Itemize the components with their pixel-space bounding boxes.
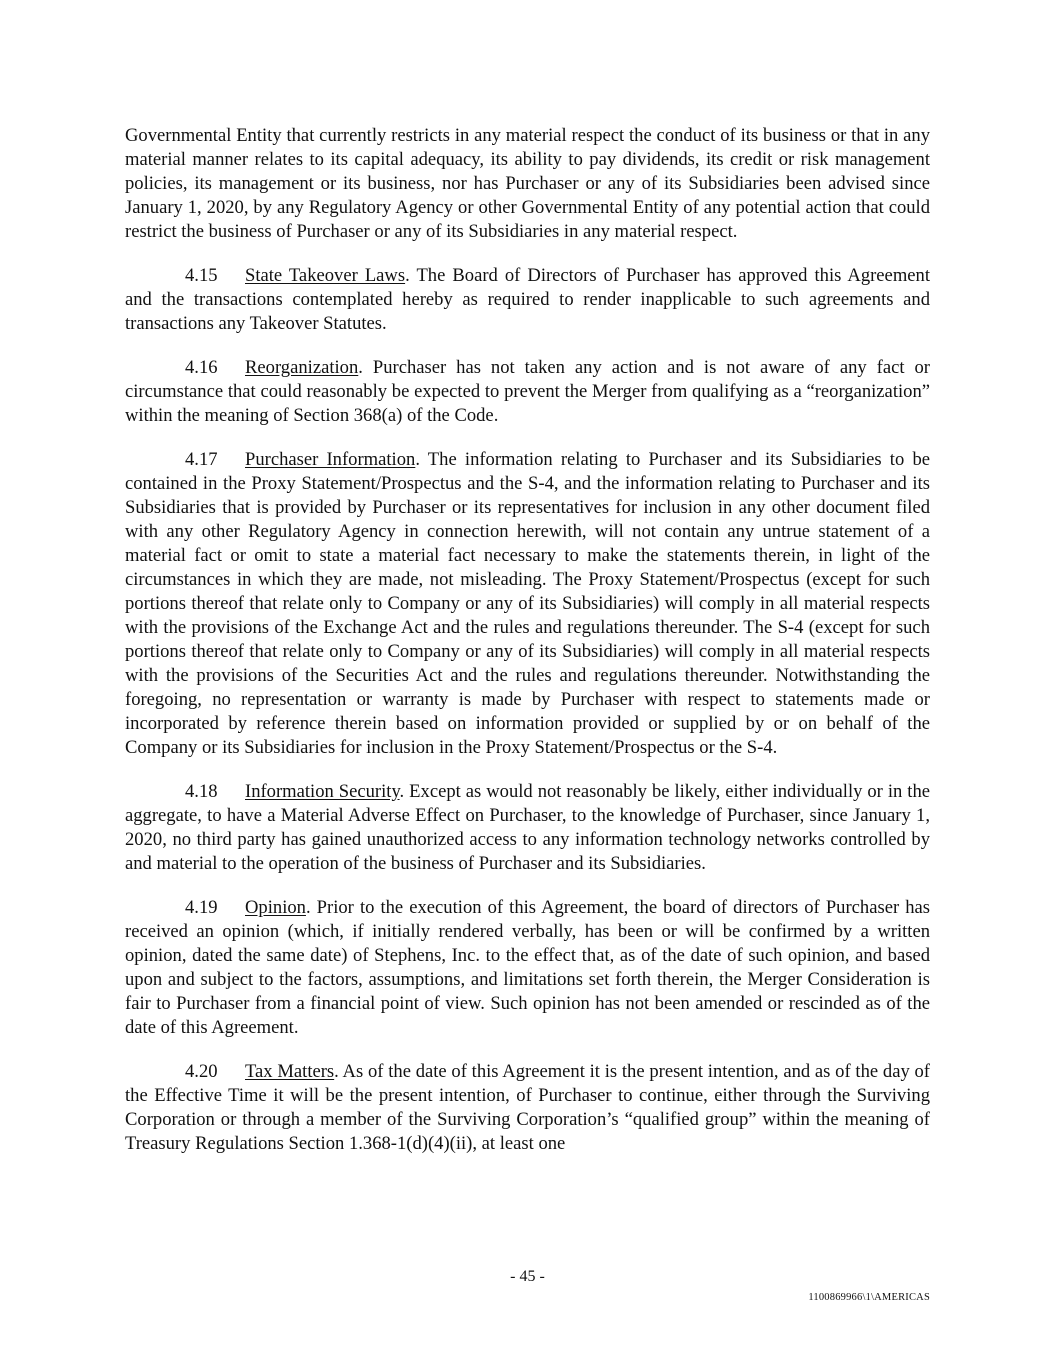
- document-id: 1100869966\1\AMERICAS: [808, 1292, 930, 1303]
- section-body: Prior to the execution of this Agreement, the board of directors of Purchaser has received an opinion (which, if initially rendered verbally, has been or will be confirmed by a written opinion, dated the same date) of Stephens, Inc. to the effect that, as of the date of such opinion, and based upon and subject to the factors, assumptions, and limitations set forth therein, the Merger Consideration is fair to Purchaser from a financial point of view. Such opinion has not been amended or rescinded as of the date of this Agreement.: [125, 897, 930, 1038]
- section-title: Purchaser Information: [245, 449, 416, 470]
- section-body: Purchaser has not taken any action and is not aware of any fact or circumstance that could reasonably be expected to prevent the Merger from qualifying as a “reorganization” within the meaning of Section 368(a) of the Code.: [125, 357, 930, 426]
- section-4-18: 4.18 Information Security. Except as would not reasonably be likely, either individually or in the aggregate, to have a Material Adverse Effect on Purchaser, to the knowledge of Purchaser, since January 1, 2020, no third party has gained unauthorized access to any information technology networks controlled by and material to the operation of the business of Purchaser and its Subsidiaries.: [125, 781, 930, 874]
- section-title: Information Security: [245, 781, 400, 802]
- section-body: Except as would not reasonably be likely, either individually or in the aggregate, to have a Material Adverse Effect on Purchaser, to the knowledge of Purchaser, since January 1, 2020, no third party has gained unauthorized access to any information technology networks controlled by and material to the operation of the business of Purchaser and its Subsidiaries.: [125, 781, 930, 874]
- section-body: As of the date of this Agreement it is the present intention, and as of the day of the Effective Time it will be the present intention, of Purchaser to continue, either through the Surviving Corporation or through a member of the Surviving Corporation’s “qualified group” within the meaning of Treasury Regulations Section 1.368-1(d)(4)(ii), at least one: [125, 1061, 930, 1154]
- section-number: 4.16: [185, 357, 218, 378]
- section-title: Reorganization: [245, 357, 359, 378]
- section-title: Tax Matters: [245, 1061, 335, 1082]
- section-4-19: 4.19 Opinion. Prior to the execution of this Agreement, the board of directors of Purchaser has received an opinion (which, if initially rendered verbally, has been or will be confirmed by a written opinion, dated the same date) of Stephens, Inc. to the effect that, as of the date of such opinion, and based upon and subject to the factors, assumptions, and limitations set forth therein, the Merger Consideration is fair to Purchaser from a financial point of view. Such opinion has not been amended or rescinded as of the date of this Agreement.: [125, 897, 930, 1038]
- section-number: 4.19: [185, 897, 218, 918]
- section-4-17: 4.17 Purchaser Information. The information relating to Purchaser and its Subsidiaries to be contained in the Proxy Statement/Prospectus and the S-4, and the information relating to Purchaser and its Subsidiaries that is provided by Purchaser or its representatives for inclusion in any other document filed with any other Regulatory Agency in connection herewith, will not contain any untrue statement of a material fact or omit to state a material fact necessary to make the statements therein, in light of the circumstances in which they are made, not misleading. The Proxy Statement/Prospectus (except for such portions thereof that relate only to Company or any of its Subsidiaries) will comply in all material respects with the provisions of the Exchange Act and the rules and regulations thereunder. The S-4 (except for such portions thereof that relate only to Company or any of its Subsidiaries) will comply in all material respects with the provisions of the Securities Act and the rules and regulations thereunder. Notwithstanding the foregoing, no representation or warranty is made by Purchaser with respect to statements made or incorporated by reference therein based on information provided or supplied by or on behalf of the Company or its Subsidiaries for inclusion in the Proxy Statement/Prospectus or the S-4.: [125, 449, 930, 758]
- section-4-20: 4.20 Tax Matters. As of the date of this Agreement it is the present intention, and as of the day of the Effective Time it will be the present intention, of Purchaser to continue, either through the Surviving Corporation or through a member of the Surviving Corporation’s “qualified group” within the meaning of Treasury Regulations Section 1.368-1(d)(4)(ii), at least one: [125, 1061, 930, 1154]
- section-number: 4.20: [185, 1061, 218, 1082]
- section-body: The information relating to Purchaser and its Subsidiaries to be contained in the Proxy Statement/Prospectus and the S-4, and the information relating to Purchaser and its Subsidiaries that is provided by Purchaser or its representatives for inclusion in any other document filed with any other Regulatory Agency in connection herewith, will not contain any untrue statement of a material fact or omit to state a material fact necessary to make the statements therein, in light of the circumstances in which they are made, not misleading. The Proxy Statement/Prospectus (except for such portions thereof that relate only to Company or any of its Subsidiaries) will comply in all material respects with the provisions of the Exchange Act and the rules and regulations thereunder. The S-4 (except for such portions thereof that relate only to Company or any of its Subsidiaries) will comply in all material respects with the provisions of the Securities Act and the rules and regulations thereunder. Notwithstanding the foregoing, no representation or warranty is made by Purchaser with respect to statements made or incorporated by reference therein based on information provided or supplied by or on behalf of the Company or its Subsidiaries for inclusion in the Proxy Statement/Prospectus or the S-4.: [125, 449, 930, 758]
- section-title: State Takeover Laws: [245, 265, 406, 286]
- section-title: Opinion: [245, 897, 306, 918]
- page-number: - 45 -: [510, 1268, 545, 1285]
- section-4-15: 4.15 State Takeover Laws. The Board of Directors of Purchaser has approved this Agreement and the transactions contemplated hereby as required to render inapplicable to such agreements and transactions any Takeover Statutes.: [125, 265, 930, 334]
- section-4-16: 4.16 Reorganization. Purchaser has not taken any action and is not aware of any fact or circumstance that could reasonably be expected to prevent the Merger from qualifying as a “reorganization” within the meaning of Section 368(a) of the Code.: [125, 357, 930, 426]
- section-number: 4.18: [185, 781, 218, 802]
- section-number: 4.17: [185, 449, 218, 470]
- document-page: [125, 124, 930, 1176]
- intro-paragraph: Governmental Entity that currently restricts in any material respect the conduct of its business or that in any material manner relates to its capital adequacy, its ability to pay dividends, its credit or risk management policies, its management or its business, nor has Purchaser or any of its Subsidiaries been advised since January 1, 2020, by any Regulatory Agency or other Governmental Entity of any potential action that could restrict the business of Purchaser or any of its Subsidiaries in any material respect.: [125, 125, 930, 242]
- section-number: 4.15: [185, 265, 218, 286]
- section-body: The Board of Directors of Purchaser has approved this Agreement and the transactions contemplated hereby as required to render inapplicable to such agreements and transactions any Takeover Statutes.: [125, 265, 930, 334]
